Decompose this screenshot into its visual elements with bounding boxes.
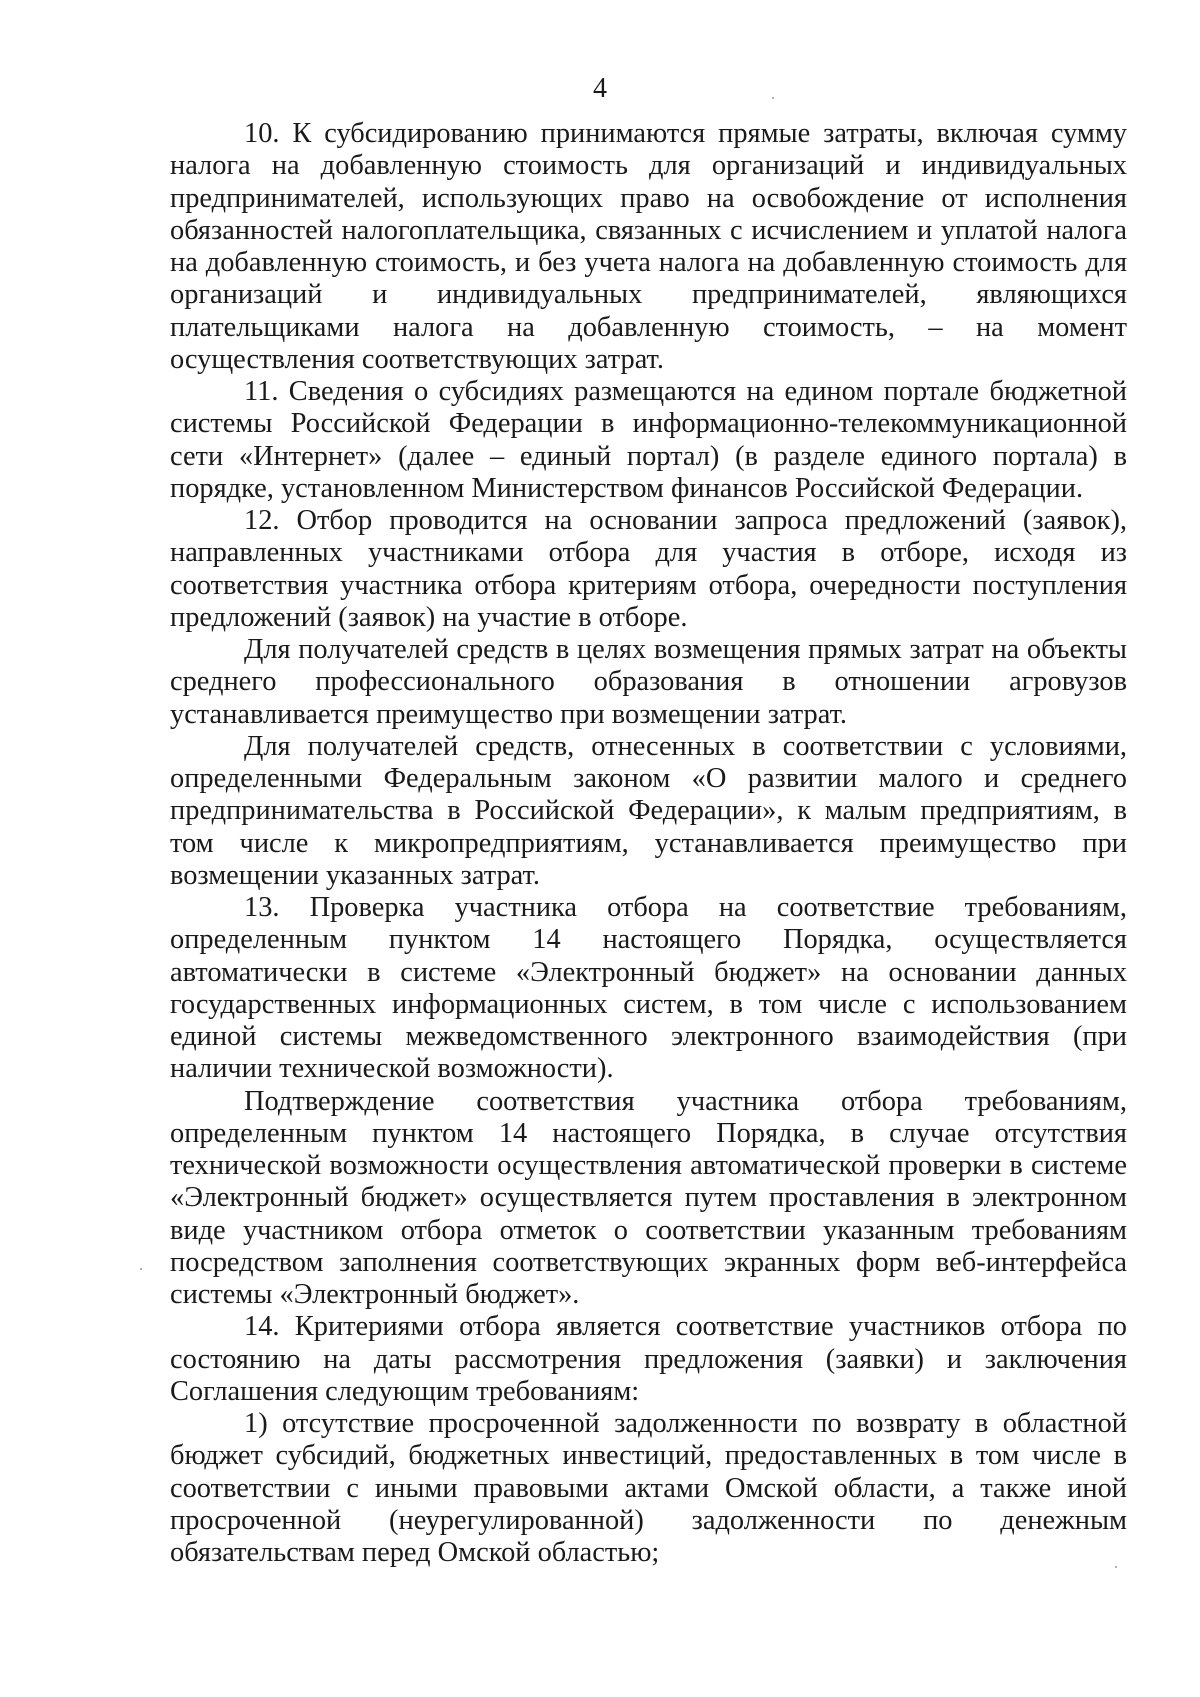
paragraph-13-confirmation: Подтверждение соответствия участника отбора требованиям, определенным пунктом 14 настоящего Порядка, в случае отсутствия технической возможности осуществления автоматической проверки в системе «Электронный бюджет» осуществляется путем проставления в электронном виде участником отбора отметок о соответствии указанным требованиям посредством заполнения соответствующих экранных форм веб-интерфейса системы «Электронный бюджет». [170, 1085, 1127, 1310]
page-number: 4 [593, 73, 607, 104]
scan-speck [772, 97, 774, 99]
scan-speck [1115, 1566, 1117, 1568]
paragraph-14-item-1: 1) отсутствие просроченной задолженности по возврату в областной бюджет субсидий, бюджетных инвестиций, предоставленных в том числе в соответствии с иными правовыми актами Омской области, а также иной просроченной (неурегулированной) задолженности по денежным обязательствам перед Омской областью; [170, 1408, 1127, 1568]
paragraph-13: 13. Проверка участника отбора на соответствие требованиям, определенным пунктом 14 настоящего Порядка, осуществляется автоматически в системе «Электронный бюджет» на основании данных государственных информационных систем, в том числе с использованием единой системы межведомственного электронного взаимодействия (при наличии технической возможности). [170, 892, 1127, 1085]
paragraph-14: 14. Критериями отбора является соответствие участников отбора по состоянию на даты рассмотрения предложения (заявки) и заключения Соглашения следующим требованиям: [170, 1311, 1127, 1407]
paragraph-11: 11. Сведения о субсидиях размещаются на едином портале бюджетной системы Российской Федерации в информационно-телекоммуникационной сети «Интернет» (далее – единый портал) (в разделе единого портала) в порядке, установленном Министерством финансов Российской Федерации. [170, 376, 1127, 504]
paragraph-12: 12. Отбор проводится на основании запроса предложений (заявок), направленных участниками отбора для участия в отборе, исходя из соответствия участника отбора критериям отбора, очередности поступления предложений (заявок) на участие в отборе. [170, 505, 1127, 633]
scan-speck [140, 1268, 142, 1270]
paragraph-10: 10. К субсидированию принимаются прямые затраты, включая сумму налога на добавленную стоимость для организаций и индивидуальных предпринимателей, использующих право на освобождение от исполнения обязанностей налогоплательщика, связанных с исчислением и уплатой налога на добавленную стоимость, и без учета налога на добавленную стоимость для организаций и индивидуальных предпринимателей, являющихся плательщиками налога на добавленную стоимость, – на момент осуществления соответствующих затрат. [170, 118, 1127, 375]
paragraph-12-agro-priority: Для получателей средств в целях возмещения прямых затрат на объекты среднего профессионального образования в отношении агровузов устанавливается преимущество при возмещении затрат. [170, 634, 1127, 730]
document-body [170, 118, 1127, 1569]
paragraph-12-small-business-priority: Для получателей средств, отнесенных в соответствии с условиями, определенными Федеральным законом «О развитии малого и среднего предпринимательства в Российской Федерации», к малым предприятиям, в том числе к микропредприятиям, устанавливается преимущество при возмещении указанных затрат. [170, 730, 1127, 891]
